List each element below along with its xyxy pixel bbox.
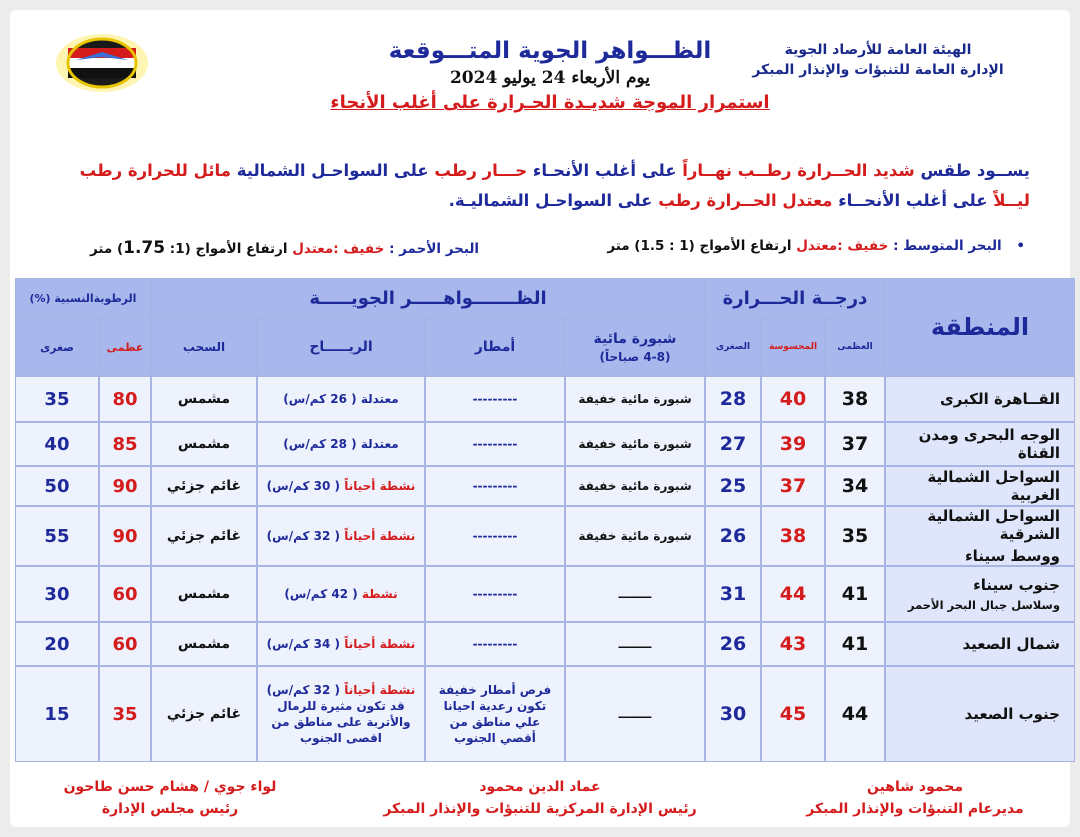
forecast-date: يوم الأربعاء 24 يوليو 2024 — [449, 68, 651, 88]
med-waves: ارتفاع الأمواج (1 : 1.5) متر — [607, 238, 792, 254]
signatures — [40, 776, 1030, 826]
wind-text: معتدلة ( 26 كم/س) — [283, 392, 399, 406]
forecast-page — [10, 10, 1070, 827]
clouds-value: مشمس — [151, 376, 257, 422]
weather-summary — [40, 156, 1030, 216]
region-line-2: ووسط سيناء — [965, 547, 1060, 565]
clouds-value: مشمس — [151, 422, 257, 466]
red-waves-post: ) متر — [90, 241, 124, 257]
sig1-name: محمود شاهين — [866, 779, 964, 795]
region-name — [885, 376, 1075, 422]
summary-part: على أغلب الأنحـاء — [532, 161, 677, 180]
table-row — [15, 376, 1075, 422]
table-row — [15, 666, 1075, 762]
region-name — [885, 666, 1075, 762]
wind-text: ( 34 كم/س) — [266, 637, 341, 651]
col-region: المنطقة — [885, 278, 1075, 376]
col-fog-time: (4-8 صباحاً) — [599, 349, 671, 364]
region-name — [885, 466, 1075, 506]
temp-feels: 43 — [761, 622, 825, 666]
red-sea — [90, 238, 479, 258]
summary-part: مائل للحرارة رطب ليــلاً — [79, 161, 1030, 210]
wind-value — [257, 622, 425, 666]
title-block — [300, 36, 800, 116]
region-name — [885, 506, 1075, 566]
fog-value: شبورة مائية خفيفة — [565, 506, 705, 566]
humidity-min: 20 — [15, 622, 99, 666]
temp-min: 27 — [705, 422, 761, 466]
temp-max: 37 — [825, 422, 885, 466]
temp-feels: 39 — [761, 422, 825, 466]
sig1-role: مديرعام التنبؤات والإنذار المبكر — [806, 801, 1024, 817]
org-name: الهيئة العامة للأرصاد الجوية — [784, 42, 972, 58]
red-waves — [90, 238, 288, 258]
sig3-name: لواء جوي / هشام حسن طاحون — [63, 779, 277, 795]
rain-value: --------- — [425, 566, 565, 622]
summary-part: على أغلب الأنحــاء — [838, 191, 988, 210]
wind-strength: نشطة أحياناً — [344, 637, 416, 651]
temp-max: 34 — [825, 466, 885, 506]
wind-value — [257, 666, 425, 762]
region-line: جنوب الصعيد — [964, 705, 1060, 723]
red-waves-pre: ارتفاع الأمواج (1: — [169, 241, 288, 257]
signature-2 — [360, 776, 720, 820]
fog-value: شبورة مائية خفيفة — [565, 422, 705, 466]
col-clouds: السحب — [151, 318, 257, 376]
temp-max: 35 — [825, 506, 885, 566]
temp-feels: 44 — [761, 566, 825, 622]
rain-value: --------- — [425, 622, 565, 666]
rain-value: فرص أمطار خفيفة تكون رعدية احيانا علي مناطق من أقصي الجنوب — [425, 666, 565, 762]
red-waves-value: 1.75 — [123, 238, 166, 258]
clouds-value: غائم جزئي — [151, 506, 257, 566]
humidity-min: 55 — [15, 506, 99, 566]
rain-value: --------- — [425, 466, 565, 506]
region-line: الوجه البحرى ومدن القناة — [918, 426, 1060, 462]
temp-max: 44 — [825, 666, 885, 762]
rain-value: --------- — [425, 422, 565, 466]
forecast-rows — [15, 376, 1075, 762]
headline: استمرار الموجة شديـدة الحـرارة على أغلب الأنحاء — [330, 92, 770, 113]
wind-value — [257, 376, 425, 422]
summary-part: على السواحـل الشمالية — [236, 161, 429, 180]
summary-part: معتدل الحــرارة رطب — [658, 191, 833, 210]
sig3-role: رئيس مجلس الإدارة — [101, 801, 239, 817]
med-state: خفيف :معتدل — [796, 238, 889, 254]
col-fog — [565, 318, 705, 376]
summary-part: حـــار رطب — [434, 161, 528, 180]
table-row — [15, 466, 1075, 506]
signature-1 — [800, 776, 1030, 820]
rain-value: --------- — [425, 506, 565, 566]
humidity-max: 35 — [99, 666, 151, 762]
wind-text: ( 30 كم/س) — [266, 479, 341, 493]
rain-value: --------- — [425, 376, 565, 422]
humidity-max: 60 — [99, 566, 151, 622]
region-line: شمال الصعيد — [962, 635, 1060, 653]
summary-part: شديد الحــرارة رطــب نهــاراً — [682, 161, 915, 180]
col-humidity: الرطوبةالنسبية (%) — [15, 278, 151, 318]
humidity-min: 35 — [15, 376, 99, 422]
temp-max: 41 — [825, 566, 885, 622]
temp-feels: 45 — [761, 666, 825, 762]
region-line: السواحل الشمالية الغربية — [927, 468, 1060, 504]
forecast-table-wrap — [15, 278, 1075, 768]
temp-min: 26 — [705, 622, 761, 666]
humidity-max: 90 — [99, 506, 151, 566]
fog-value: شبورة مائية خفيفة — [565, 376, 705, 422]
wind-text: ( 32 كم/س) — [266, 529, 341, 543]
humidity-min: 40 — [15, 422, 99, 466]
wind-strength: نشطة — [361, 587, 398, 601]
signature-3 — [40, 776, 300, 820]
temp-min: 28 — [705, 376, 761, 422]
col-wind: الريـــــاح — [257, 318, 425, 376]
humidity-min: 50 — [15, 466, 99, 506]
col-hum-min: صغرى — [15, 318, 99, 376]
summary-part: يســود طقس — [920, 161, 1030, 180]
region-name — [885, 422, 1075, 466]
fog-value: ــــــــ — [565, 622, 705, 666]
region-line: القــاهرة الكبرى — [940, 390, 1060, 408]
red-label: البحر الأحمر : — [389, 241, 480, 257]
temp-min: 26 — [705, 506, 761, 566]
wind-value — [257, 566, 425, 622]
med-label: البحر المتوسط : — [893, 238, 1002, 254]
wind-text: ( 42 كم/س) — [284, 587, 358, 601]
wind-value — [257, 466, 425, 506]
temp-min: 31 — [705, 566, 761, 622]
mediterranean-sea — [607, 238, 1025, 254]
sig2-name: عماد الدين محمود — [479, 779, 601, 795]
temp-feels: 37 — [761, 466, 825, 506]
humidity-max: 85 — [99, 422, 151, 466]
region-line: السواحل الشمالية الشرقية — [927, 507, 1060, 543]
table-row — [15, 506, 1075, 566]
humidity-max: 90 — [99, 466, 151, 506]
col-rain: أمطار — [425, 318, 565, 376]
temp-min: 25 — [705, 466, 761, 506]
wind-strength: نشطة أحياناً — [344, 683, 416, 697]
humidity-min: 15 — [15, 666, 99, 762]
temp-min: 30 — [705, 666, 761, 762]
sig2-role: رئيس الإدارة المركزية للتنبؤات والإنذار المبكر — [383, 801, 697, 817]
humidity-max: 60 — [99, 622, 151, 666]
col-temperature: درجــة الحـــرارة — [705, 278, 885, 318]
forecast-table — [15, 278, 1075, 762]
bullet-icon: • — [1016, 238, 1025, 254]
red-state: خفيف :معتدل — [292, 241, 385, 257]
col-hum-max: عظمى — [99, 318, 151, 376]
region-name — [885, 566, 1075, 622]
clouds-value: مشمس — [151, 622, 257, 666]
clouds-value: غائم جزئي — [151, 466, 257, 506]
region-line-2: وسلاسل جبال البحر الأحمر — [907, 598, 1060, 612]
temp-max: 41 — [825, 622, 885, 666]
fog-value: ــــــــ — [565, 666, 705, 762]
temp-feels: 38 — [761, 506, 825, 566]
humidity-max: 80 — [99, 376, 151, 422]
table-row — [15, 622, 1075, 666]
fog-value: ــــــــ — [565, 566, 705, 622]
col-fog-label: شبورة مائية — [593, 330, 677, 347]
page-title: الظـــواهر الجوية المتـــوقعة — [388, 38, 712, 64]
wind-strength: نشطة أحياناً — [344, 479, 416, 493]
clouds-value: غائم جزئي — [151, 666, 257, 762]
table-row — [15, 566, 1075, 622]
col-max: العظمى — [825, 318, 885, 376]
wind-strength: نشطة أحياناً — [344, 529, 416, 543]
region-name — [885, 622, 1075, 666]
clouds-value: مشمس — [151, 566, 257, 622]
fog-value: شبورة مائية خفيفة — [565, 466, 705, 506]
ema-logo-icon — [54, 32, 150, 94]
col-feels: المحسوسة — [761, 318, 825, 376]
org-department: الإدارة العامة للتنبؤات والإنذار المبكر — [752, 62, 1004, 78]
table-row — [15, 422, 1075, 466]
temp-max: 38 — [825, 376, 885, 422]
col-min: الصغرى — [705, 318, 761, 376]
temp-feels: 40 — [761, 376, 825, 422]
humidity-min: 30 — [15, 566, 99, 622]
summary-part: على السواحـل الشماليـة. — [448, 191, 653, 210]
col-phenomena: الظـــــــواهـــــر الجويـــــة — [151, 278, 705, 318]
sea-state — [90, 238, 1025, 260]
region-line: جنوب سيناء — [973, 576, 1060, 594]
wind-value — [257, 506, 425, 566]
wind-value — [257, 422, 425, 466]
wind-text: ( 32 كم/س) قد تكون مثيرة للرمال والأتربة على مناطق من اقصى الجنوب — [266, 683, 411, 745]
wind-text: معتدلة ( 28 كم/س) — [283, 437, 399, 451]
